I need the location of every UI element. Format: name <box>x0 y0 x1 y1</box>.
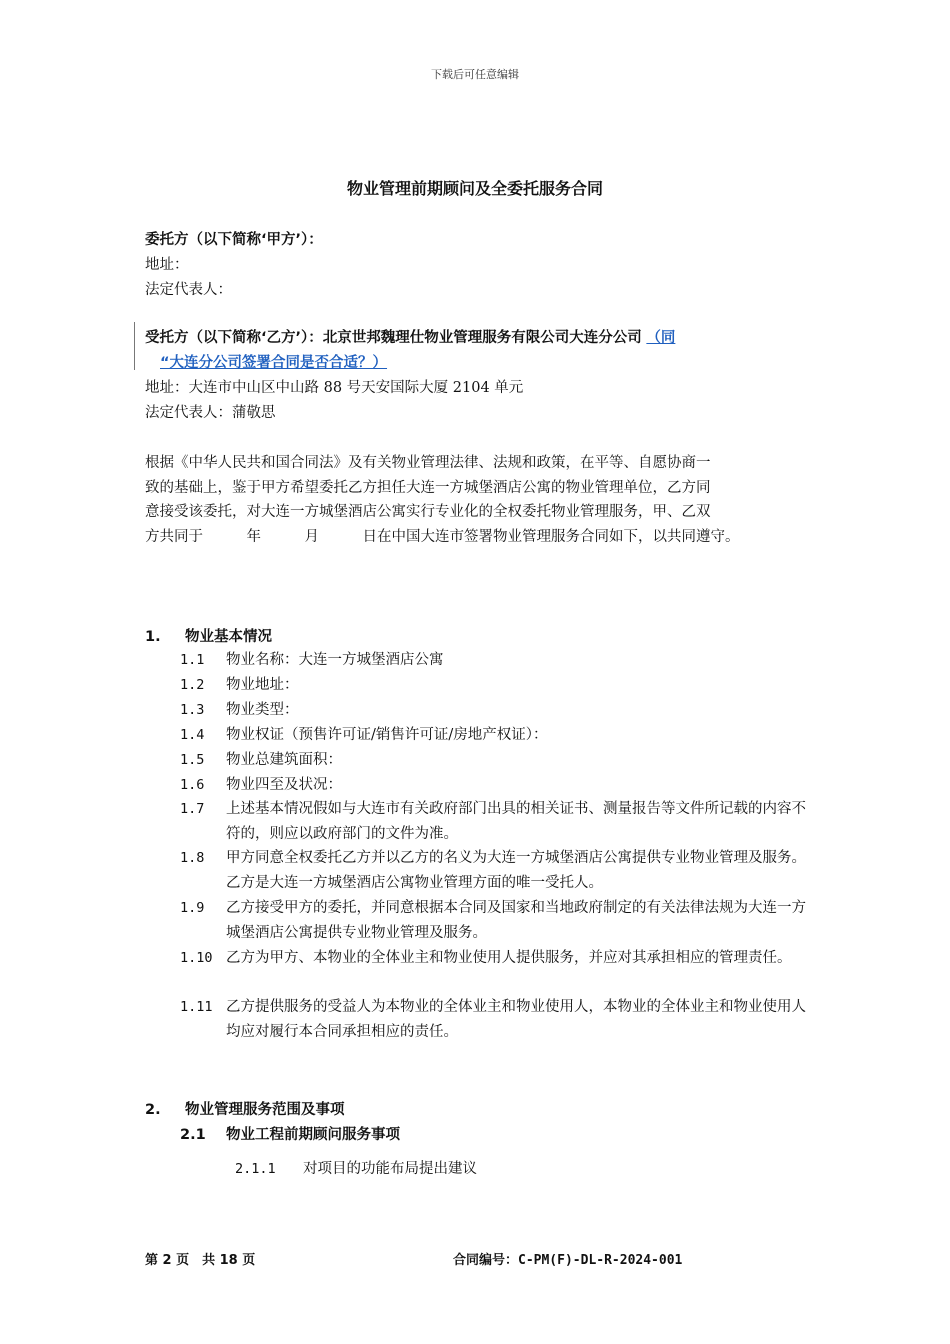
list-item <box>180 995 806 1044</box>
party-b-address: 地址：大连市中山区中山路 88 号天安国际大厦 2104 单元 <box>145 380 524 396</box>
sub-subsection-item <box>235 1157 477 1178</box>
item-text: 上述基本情况假如与大连市有关政府部门出具的相关证书、测量报告等文件所记载的内容不符的，则应以政府部门的文件为准。 <box>226 801 806 842</box>
item-text: 乙方提供服务的受益人为本物业的全体业主和物业使用人，本物业的全体业主和物业使用人均应对履行本合同承担相应的责任。 <box>226 999 806 1040</box>
page-header: 下载后可任意编辑 <box>431 68 519 81</box>
party-a-rep: 法定代表人： <box>145 282 232 298</box>
preamble-line: 致的基础上，鉴于甲方希望委托乙方担任大连一方城堡酒店公寓的物业管理单位，乙方同 <box>145 479 711 496</box>
preamble-paragraph <box>145 451 805 549</box>
item-number: 1.3 <box>180 702 205 718</box>
list-item <box>180 773 806 798</box>
item-number: 1.8 <box>180 850 205 866</box>
item-number: 1.1 <box>180 652 205 668</box>
subsection-number: 2.1 <box>180 1127 206 1143</box>
page-number: 第 2 页 共 18 页 <box>145 1253 256 1268</box>
change-bar <box>134 322 135 370</box>
item-text: 物业四至及状况： <box>226 777 342 793</box>
list-item <box>180 648 806 673</box>
list-item <box>180 797 806 846</box>
section-number: 1. <box>145 629 161 645</box>
section-number: 2. <box>145 1102 161 1118</box>
item-text: 物业总建筑面积： <box>226 752 342 768</box>
list-item <box>180 896 806 945</box>
party-b-heading-line <box>145 326 675 347</box>
review-comment-continuation <box>160 351 387 372</box>
section-title: 物业基本情况 <box>185 629 272 645</box>
list-item <box>180 698 806 723</box>
contract-number: 合同编号：C-PM(F)-DL-R-2024-001 <box>453 1253 683 1268</box>
party-b-rep: 法定代表人：蒲敬思 <box>145 405 276 421</box>
section-title: 物业管理服务范围及事项 <box>185 1102 345 1118</box>
section-2-heading <box>145 1098 345 1119</box>
preamble-line: 根据《中华人民共和国合同法》及有关物业管理法律、法规和政策，在平等、自愿协商一 <box>145 455 711 471</box>
section-1-heading <box>145 625 272 646</box>
item-number: 1.9 <box>180 900 205 916</box>
item-text: 物业名称：大连一方城堡酒店公寓 <box>226 652 444 668</box>
item-number: 1.10 <box>180 950 213 966</box>
party-a-heading: 委托方（以下简称‘甲方’）： <box>145 232 323 248</box>
list-item <box>180 846 806 895</box>
item-number: 1.4 <box>180 727 205 743</box>
item-text: 乙方为甲方、本物业的全体业主和物业使用人提供服务，并应对其承担相应的管理责任。 <box>226 950 792 966</box>
party-a-address: 地址： <box>145 257 189 273</box>
party-b-heading: 受托方（以下简称‘乙方’）：北京世邦魏理仕物业管理服务有限公司大连分公司 <box>145 330 642 346</box>
list-item <box>180 723 806 748</box>
list-item <box>180 946 806 971</box>
list-item <box>180 673 806 698</box>
review-comment-link[interactable]: （同 <box>646 330 676 346</box>
review-comment-text[interactable]: “大连分公司签署合同是否合适？） <box>160 355 388 371</box>
preamble-line: 意接受该委托，对大连一方城堡酒店公寓实行专业化的全权委托物业管理服务，甲、乙双 <box>145 504 711 520</box>
item-number: 1.5 <box>180 752 205 768</box>
sub-subsection-text: 对项目的功能布局提出建议 <box>303 1161 477 1177</box>
preamble-line: 方共同于 年 月 日在中国大连市签署物业管理服务合同如下，以共同遵守。 <box>145 528 740 545</box>
item-text: 乙方接受甲方的委托，并同意根据本合同及国家和当地政府制定的有关法律法规为大连一方城堡酒店公寓提供专业物业管理及服务。 <box>226 900 806 941</box>
subsection-title: 物业工程前期顾问服务事项 <box>226 1127 400 1143</box>
item-text: 物业地址： <box>226 677 299 693</box>
item-number: 1.7 <box>180 801 205 817</box>
item-text: 甲方同意全权委托乙方并以乙方的名义为大连一方城堡酒店公寓提供专业物业管理及服务。乙方是大连一方城堡酒店公寓物业管理方面的唯一受托人。 <box>226 850 806 891</box>
item-text: 物业类型： <box>226 702 299 718</box>
sub-subsection-number: 2.1.1 <box>235 1161 276 1177</box>
item-number: 1.11 <box>180 999 213 1015</box>
item-number: 1.6 <box>180 777 205 793</box>
document-title: 物业管理前期顾问及全委托服务合同 <box>346 179 603 198</box>
item-number: 1.2 <box>180 677 205 693</box>
item-text: 物业权证（预售许可证/销售许可证/房地产权证）： <box>226 727 548 743</box>
list-item <box>180 748 806 773</box>
subsection-heading <box>180 1123 400 1144</box>
